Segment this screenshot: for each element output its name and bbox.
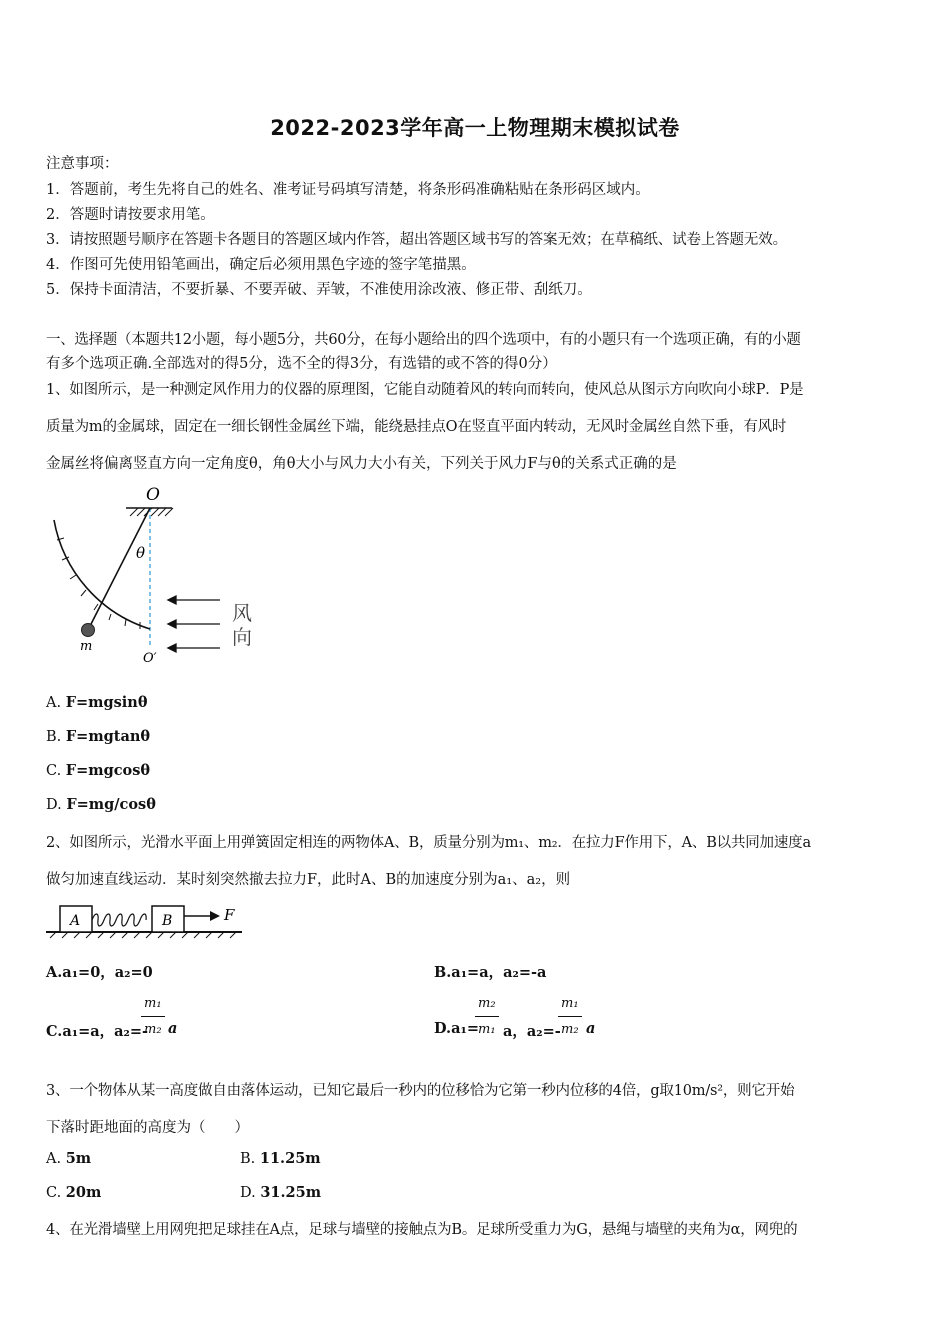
label-b: B xyxy=(162,913,173,929)
spring xyxy=(92,914,146,926)
ceiling-hatch xyxy=(130,508,173,516)
label-o-prime: O′ xyxy=(143,651,157,666)
option-key: D. xyxy=(46,797,62,813)
notice-item: 3．请按照题号顺序在答题卡各题目的答题区域内作答，超出答题区域书写的答案无效；在草稿纸、试卷上答题无效。 xyxy=(46,232,787,248)
option-text: F=mg/cosθ xyxy=(66,796,156,813)
option-key: C. xyxy=(46,763,62,779)
option-key: D. xyxy=(240,1185,256,1201)
q2-d-denominator-2: m₂ xyxy=(561,1022,579,1037)
label-m: m xyxy=(80,639,93,654)
section-heading: 一、选择题（本题共12小题，每小题5分，共60分，在每小题给出的四个选项中，有的小题只有一个选项正确，有的小题 xyxy=(46,332,801,348)
q2-d-numerator-2: m₁ xyxy=(561,996,579,1011)
notice-item: 2．答题时请按要求用笔。 xyxy=(46,207,215,223)
q1-option-a xyxy=(46,694,148,711)
fraction-bar xyxy=(141,1016,165,1017)
q2-option-d: D.a₁= xyxy=(434,1020,480,1037)
option-text: F=mgcosθ xyxy=(65,762,151,779)
q2-c-numerator: m₁ xyxy=(144,996,162,1011)
fraction-bar xyxy=(475,1016,499,1017)
question-1-text: 金属丝将偏离竖直方向一定角度θ，角θ大小与风力大小有关，下列关于风力F与θ的关系式正确的是 xyxy=(46,456,677,472)
option-text: F=mgsinθ xyxy=(65,694,148,711)
q1-option-d xyxy=(46,796,156,813)
q2-d-numerator-1: m₂ xyxy=(478,996,496,1011)
question-1-text: 1、如图所示，是一种测定风作用力的仪器的原理图，它能自动随着风的转向而转向，使风总从图示方向吹向小球P．P是 xyxy=(46,382,804,398)
label-wind-2: 向 xyxy=(232,625,252,649)
q2-option-c: C.a₁=a，a₂=- xyxy=(46,1023,149,1040)
q3-option-c xyxy=(46,1184,101,1201)
question-4-text: 4、在光滑墙壁上用网兜把足球挂在A点，足球与墙壁的接触点为B。足球所受重力为G，悬绳与墙壁的夹角为α，网兜的 xyxy=(46,1222,798,1238)
notice-item: 5．保持卡面清洁，不要折暴、不要弄破、弄皱，不准使用涂改液、修正带、刮纸刀。 xyxy=(46,282,592,298)
q1-option-b xyxy=(46,728,150,745)
notice-item: 1．答题前，考生先将自己的姓名、准考证号码填写清楚，将条形码准确粘贴在条形码区域内。 xyxy=(46,182,650,198)
option-key: B. xyxy=(240,1151,256,1167)
q2-d-tail: a xyxy=(586,1020,596,1037)
option-text: 5m xyxy=(65,1150,92,1167)
fraction-bar xyxy=(558,1016,582,1017)
wind-arrows xyxy=(168,596,220,652)
option-key: A. xyxy=(46,1151,62,1167)
option-key: A. xyxy=(46,695,62,711)
option-key: C. xyxy=(46,1185,62,1201)
q3-option-a xyxy=(46,1150,91,1167)
q2-option-b: B.a₁=a，a₂=-a xyxy=(434,964,547,981)
label-wind-1: 风 xyxy=(232,601,252,625)
option-text: F=mgtanθ xyxy=(65,728,151,745)
option-key: B. xyxy=(46,729,62,745)
question-1-text: 质量为m的金属球，固定在一细长钢性金属丝下端，能绕悬挂点O在竖直平面内转动，无风时金属丝自然下垂，有风时 xyxy=(46,419,787,435)
metal-wire xyxy=(88,508,150,630)
q2-option-a: A.a₁=0，a₂=0 xyxy=(46,964,153,981)
spring-blocks-diagram xyxy=(44,898,254,942)
label-a: A xyxy=(70,913,81,929)
question-3-text: 下落时距地面的高度为（ ） xyxy=(46,1120,249,1136)
option-text: 31.25m xyxy=(260,1184,322,1201)
label-theta: θ xyxy=(136,544,146,562)
q2-c-denominator: m₂ xyxy=(144,1022,162,1037)
wind-meter-diagram xyxy=(40,480,280,670)
notice-item: 4．作图可先使用铅笔画出，确定后必须用黑色字迹的签字笔描黑。 xyxy=(46,257,476,273)
section-heading-cont: 有多个选项正确.全部选对的得5分，选不全的得3分，有选错的或不答的得0分） xyxy=(46,356,557,372)
force-arrow-head xyxy=(210,911,220,921)
question-2-text: 做匀加速直线运动．某时刻突然撤去拉力F，此时A、B的加速度分别为a₁、a₂，则 xyxy=(46,872,571,888)
q2-d-denominator-1: m₁ xyxy=(478,1022,496,1037)
option-text: 20m xyxy=(65,1184,102,1201)
q3-option-d xyxy=(240,1184,321,1201)
q2-c-tail: a xyxy=(168,1020,178,1037)
question-3-text: 3、一个物体从某一高度做自由落体运动，已知它最后一秒内的位移恰为它第一秒内位移的4倍，g取10m/s²，则它开始 xyxy=(46,1083,795,1099)
question-2-text: 2、如图所示，光滑水平面上用弹簧固定相连的两物体A、B，质量分别为m₁、m₂．在拉力F作用下，A、B以共同加速度a xyxy=(46,835,811,851)
option-text: 11.25m xyxy=(259,1150,321,1167)
label-o: O xyxy=(146,485,160,505)
label-f: F xyxy=(224,906,235,924)
q2-d-middle: a，a₂=- xyxy=(503,1023,561,1040)
page-title: 2022-2023学年高一上物理期末模拟试卷 xyxy=(270,116,680,140)
q1-option-c xyxy=(46,762,150,779)
metal-ball xyxy=(82,624,95,637)
notice-heading: 注意事项： xyxy=(46,156,119,172)
q3-option-b xyxy=(240,1150,321,1167)
